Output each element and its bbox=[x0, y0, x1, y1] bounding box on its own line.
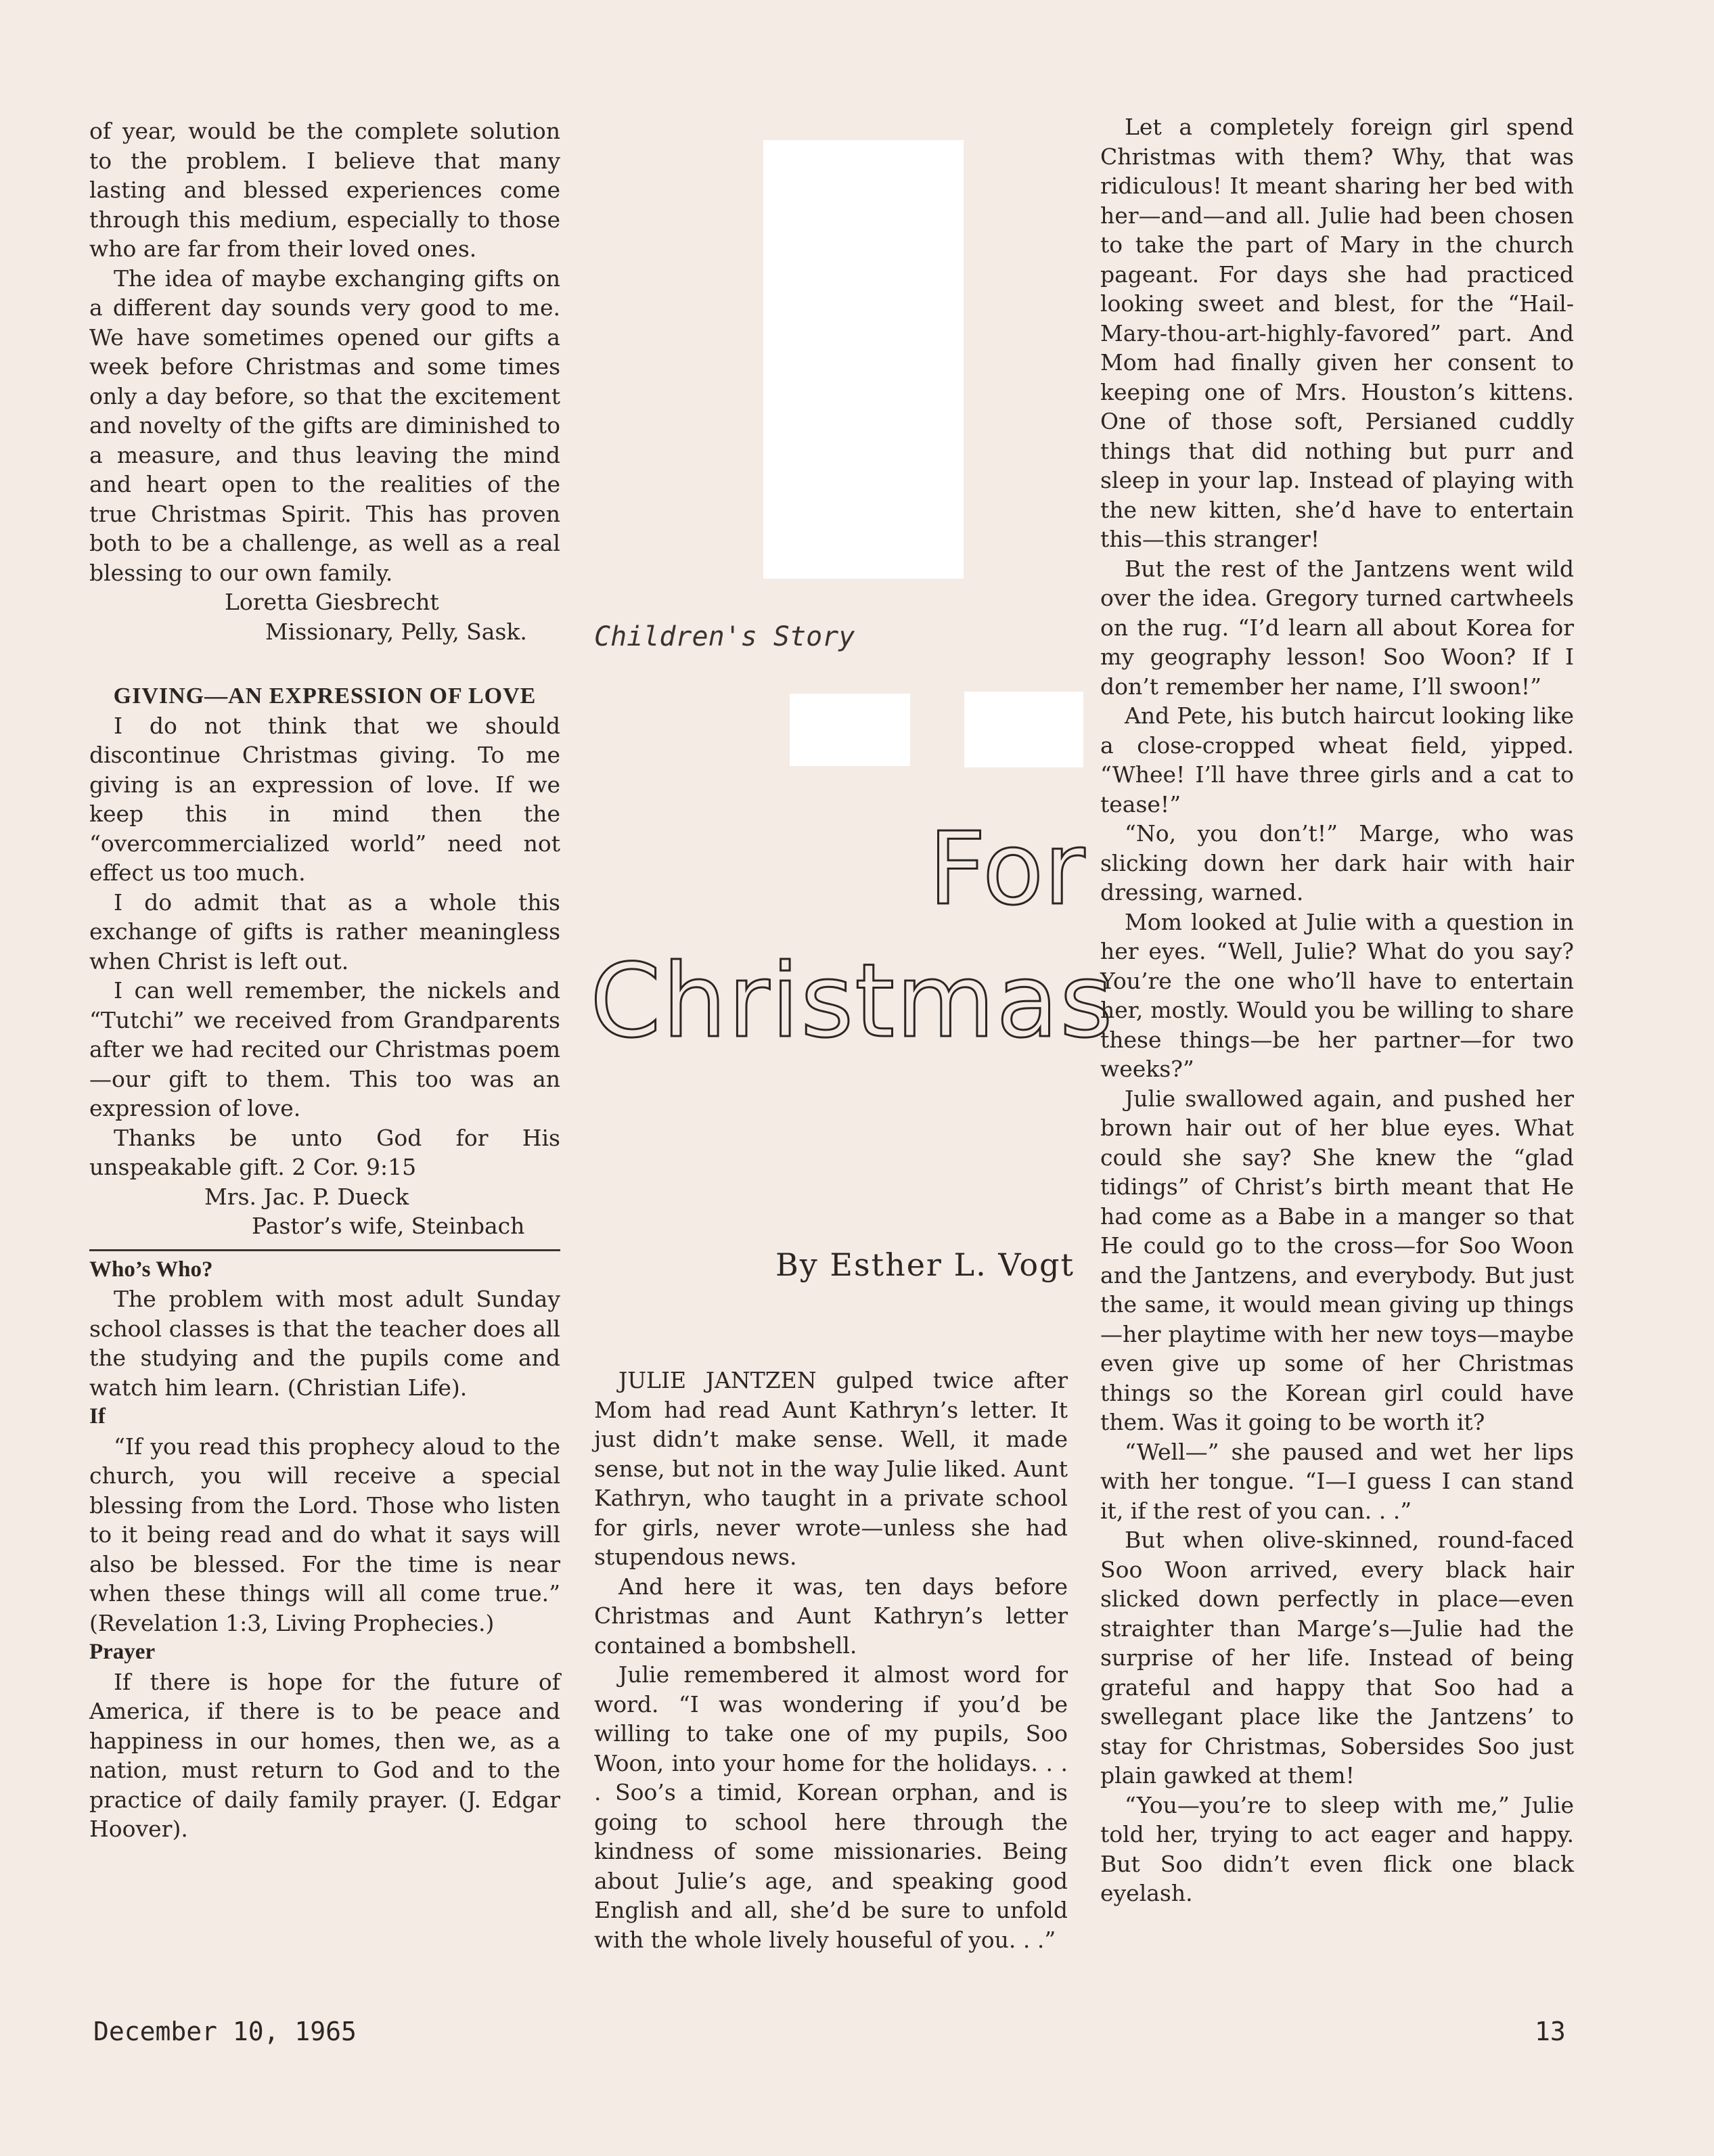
filler-paragraph: “If you read this prophecy aloud to the church, you will receive a special blessing from the Lord. Those who listen to it being read and do what it says will also be blessed. For the time is near when these things will all come true.” (Revelation 1:3, Living Prophecies.) bbox=[89, 1433, 560, 1636]
story-column-right bbox=[1100, 112, 1574, 1908]
illustration-photo bbox=[790, 694, 910, 766]
divider bbox=[89, 1249, 560, 1251]
story-paragraph: Mom looked at Julie with a question in her eyes. “Well, Julie? What do you say? You’re the one who’ll have to entertain her, mostly. Would you be willing to share these things—be her partner—for two weeks?” bbox=[1100, 908, 1574, 1082]
story-paragraph: Let a completely foreign girl spend Christmas with them? Why, that was ridiculous! It meant sharing her bed with her—and—and all. Julie had been chosen to take the part of Mary in the church pageant. For days she had practiced looking sweet and blest, for the “Hail-Mary-thou-art-highly-favored” part. And Mom had finally given her consent to keeping one of Mrs. Houston’s kittens. One of those soft, Persianed cuddly things that did nothing but purr and sleep in your lap. Instead of playing with the new kitten, she’d have to entertain this—this stranger! bbox=[1100, 114, 1574, 552]
filler-heading: Who’s Who? bbox=[89, 1257, 213, 1282]
story-paragraph: Julie remembered it almost word for word. “I was wondering if you’d be willing to take one of my pupils, Soo Woon, into your home for the holidays. . . . Soo’s a timid, Korean orphan, and is going to school here through the kindness of some missionaries. Being about Julie’s age, and speaking good English and all, she’d be sure to unfold with the whole lively houseful of you. . .” bbox=[594, 1661, 1068, 1953]
letter-paragraph: I do admit that as a whole this exchange of gifts is rather meaningless when Christ is left out. bbox=[89, 889, 560, 974]
byline: By Esther L. Vogt bbox=[775, 1247, 1075, 1283]
signature-name: Mrs. Jac. P. Dueck bbox=[204, 1183, 409, 1210]
story-paragraph: And here it was, ten days before Christmas and Aunt Kathryn’s letter contained a bombshell. bbox=[594, 1573, 1068, 1659]
story-label: Children's Story bbox=[594, 621, 855, 652]
letter-paragraph: The idea of maybe exchanging gifts on a different day sounds very good to me. We have sometimes opened our gifts a week before Christmas and some times only a day before, so that the excitement and novelty of the gifts are diminished to a measure, and thus leaving the mind and heart open to the realities of the true Christmas Spirit. This has proven both to be a challenge, as well as a real blessing to our own family. bbox=[89, 265, 560, 586]
letter-paragraph: of year, would be the complete solution to the problem. I believe that many lasting and blessed experiences come through this medium, especially to those who are far from their loved ones. bbox=[89, 118, 560, 262]
signature-name: Loretta Giesbrecht bbox=[225, 589, 439, 615]
story-paragraph: But when olive-skinned, round-faced Soo Woon arrived, every black hair slicked down perfectly in place—even straighter than Marge’s—Julie had the surprise of her life. Instead of being grateful and happy that Soo had a swellegant place like the Jantzens’ to stay for Christmas, Sobersides Soo just plain gawked at them! bbox=[1100, 1527, 1574, 1789]
story-paragraph: Julie swallowed again, and pushed her brown hair out of her blue eyes. What could she say? She knew the “glad tidings” of Christ’s birth meant that He had come as a Babe in a manger so that He could go to the cross—for Soo Woon and the Jantzens, and everybody. But just the same, it would mean giving up things—her playtime with her new toys—maybe even give up some of her Christmas things so the Korean girl could have them. Was it going to be worth it? bbox=[1100, 1085, 1574, 1435]
filler-paragraph: The problem with most adult Sunday school classes is that the teacher does all the studying and the pupils come and watch him learn. (Christian Life). bbox=[89, 1286, 560, 1401]
filler-heading: Prayer bbox=[89, 1640, 156, 1664]
illustration-photo bbox=[763, 140, 964, 579]
signature-role: Missionary, Pelly, Sask. bbox=[265, 618, 527, 645]
filler-paragraph: If there is hope for the future of America, if there is to be peace and happiness in our homes, then we, as a nation, must return to God and to the practice of daily family prayer. (J. Edgar Hoover). bbox=[89, 1668, 560, 1842]
story-paragraph: But the rest of the Jantzens went wild over the idea. Gregory turned cartwheels on the rug. “I’d learn all about Korea for my geography lesson! Soo Woon? If I don’t remember her name, I’ll swoon!” bbox=[1100, 555, 1574, 700]
left-column bbox=[89, 116, 560, 1844]
story-paragraph: “No, you don’t!” Marge, who was slicking down her dark hair with hair dressing, warned. bbox=[1100, 820, 1574, 905]
illustration-photo bbox=[964, 692, 1083, 767]
title-word-christmas: Christmas bbox=[590, 943, 1114, 1060]
letter-paragraph: I can well remember, the nickels and “Tutchi” we received from Grandparents after we had recited our Christmas poem—our gift to them. This too was an expression of love. bbox=[89, 977, 560, 1121]
letter-paragraph: I do not think that we should discontinue Christmas giving. To me giving is an expression of love. If we keep this in mind then the “overcommercialized world” need not effect us too much. bbox=[89, 712, 560, 886]
story-paragraph: “Well—” she paused and wet her lips with her tongue. “I—I guess I can stand it, if the rest of you can. . .” bbox=[1100, 1438, 1574, 1524]
filler-heading: If bbox=[89, 1404, 106, 1429]
footer-date: December 10, 1965 bbox=[93, 2017, 357, 2046]
story-paragraph: And Pete, his butch haircut looking like a close-cropped wheat field, yipped. “Whee! I’ll have three girls and a cat to tease!” bbox=[1100, 702, 1574, 817]
signature-role: Pastor’s wife, Steinbach bbox=[252, 1213, 525, 1239]
page-number: 13 bbox=[1535, 2017, 1566, 2046]
letter-paragraph: Thanks be unto God for His unspeakable gift. 2 Cor. 9:15 bbox=[89, 1124, 560, 1180]
story-paragraph: “You—you’re to sleep with me,” Julie told her, trying to act eager and happy. But Soo didn’t even flick one black eyelash. bbox=[1100, 1791, 1574, 1906]
title-word-for: For bbox=[928, 811, 1085, 927]
section-heading: GIVING—AN EXPRESSION OF LOVE bbox=[113, 683, 537, 709]
story-column-middle bbox=[594, 1366, 1068, 1954]
story-paragraph: JULIE JANTZEN gulped twice after Mom had read Aunt Kathryn’s letter. It just didn’t make sense. Well, it made sense, but not in the way Julie liked. Aunt Kathryn, who taught in a private school for girls, never wrote—unless she had stupendous news. bbox=[594, 1367, 1068, 1570]
